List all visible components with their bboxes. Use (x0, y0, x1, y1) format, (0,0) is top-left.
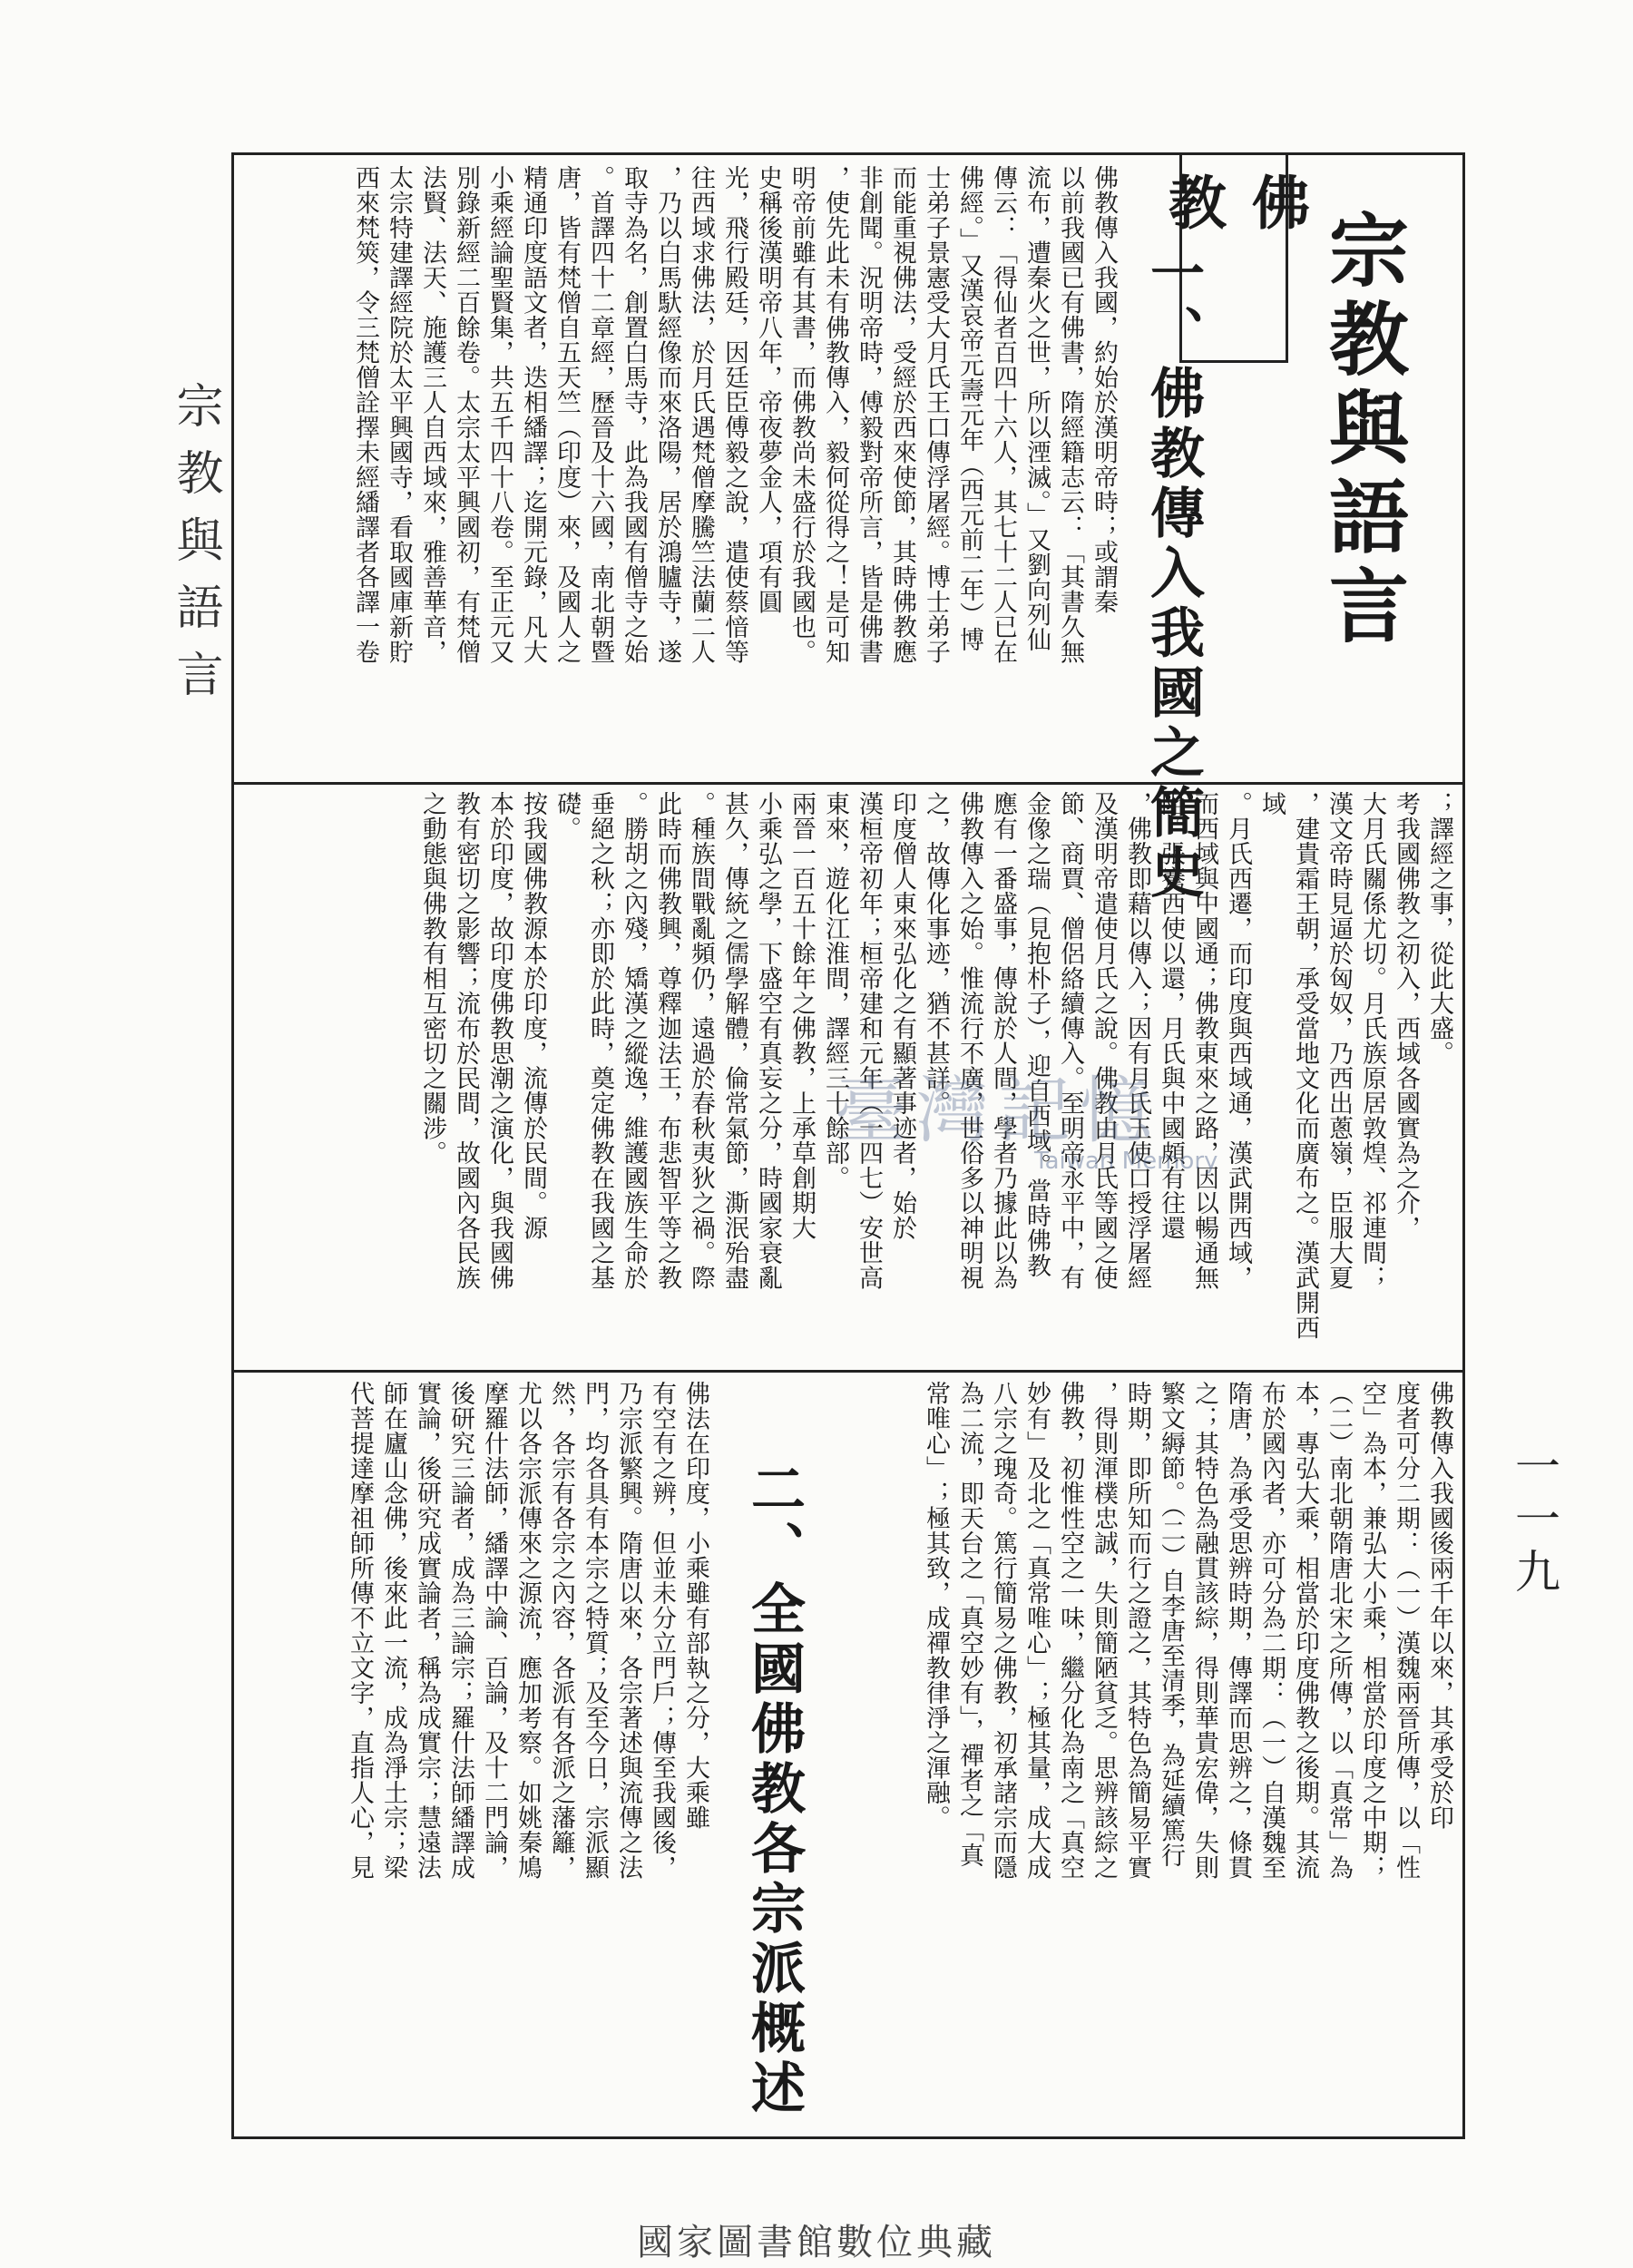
chapter-title: 宗教與語言 (1316, 209, 1411, 653)
text-column: 小乘經論聖賢集，共五千四十八卷。至正元又 (485, 165, 513, 664)
text-column: 傳云：「得仙者百四十六人，其七十二人已在 (989, 165, 1017, 664)
page-number: 一一九 (1508, 1442, 1560, 1600)
footer-text: 國家圖書館數位典藏 (637, 2222, 996, 2263)
text-column: 之，故傳化事迹，猶不甚詳。 (922, 791, 950, 1116)
text-column: 垂絕之秋；亦即於此時，奠定佛教在我國之基 (586, 791, 614, 1290)
text-column: 應有一番盛事，傳說於人間，學者乃據此以為 (989, 791, 1017, 1290)
text-column: 取寺為名，創置白馬寺，此為我國有僧寺之始 (620, 165, 648, 664)
text-column: ，佛教即藉以傳入；因有月氏王使口授浮屠經 (1123, 791, 1151, 1290)
text-column: 乃宗派繁興。隋唐以來，各宗著述與流傳之法 (614, 1381, 642, 1880)
text-column: 為二流，即天台之「真空妙有」，禪者之「真 (955, 1381, 983, 1868)
text-column: 兩晉一百五十餘年之佛教，上承草創期大 (787, 791, 816, 1240)
text-column: 精通印度語文者，迭相繙譯；迄開元錄，凡大 (519, 165, 547, 664)
text-column: 。勝胡之內殘，矯漢之縱逸，維護國族生命於 (620, 791, 648, 1290)
text-column: 之動態與佛教有相互密切之關涉。 (418, 791, 446, 1166)
text-column: 往西域求佛法，於月氏遇梵僧摩騰竺法蘭二人 (687, 165, 715, 664)
top-text-region (240, 165, 1120, 775)
text-column: 。月氏西遷，而印度與西域通，漢武開西域， (1224, 791, 1252, 1290)
text-column: 按我國佛教源本於印度，流傳於民間。源 (519, 791, 547, 1240)
text-column: 佛教，初惟性空之一味，繼分化為南之「真空 (1056, 1381, 1084, 1880)
text-column: 佛經。」又漢哀帝元壽元年（西元前二年）博 (955, 165, 983, 652)
text-column: 實論，後研究成實論者，稱為成實宗；慧遠法 (413, 1381, 441, 1880)
text-column: 門，均各具有本宗之特質；及至今日，宗派顯 (581, 1381, 609, 1880)
text-column: 後研究三論者，成為三論宗；羅什法師繙譯成 (446, 1381, 474, 1880)
text-column: 空」為本，兼弘大小乘，相當於印度之中期； (1358, 1381, 1386, 1880)
text-column: 大月氏關係尤切。月氏族原居敦煌、祁連間； (1358, 791, 1386, 1290)
text-column: 。種族間戰亂頻仍，遠過於春秋夷狄之禍。際 (687, 791, 715, 1290)
text-column: 摩羅什法師，繙譯中論、百論，及十二門論， (480, 1381, 508, 1880)
text-column: 史稱後漢明帝八年，帝夜夢金人，項有圓 (754, 165, 782, 614)
text-column: 尤以各宗派傳來之源流，應加考察。如姚秦鳩 (513, 1381, 542, 1880)
text-column: 節、商賈、僧侶絡續傳入。至明帝永平中，有 (1056, 791, 1084, 1290)
watermark: 臺灣記憶 (835, 1069, 1161, 1153)
text-column: 及漢明帝遣使月氏之說。佛教由月氏等國之使 (1090, 791, 1118, 1290)
watermark-sub: Taiwan Memory (1034, 1148, 1218, 1175)
text-column: 時期，即所知而行之證之，其特色為簡易平實 (1123, 1381, 1151, 1880)
text-column: 唐，皆有梵僧自五天竺（印度）來，及國人之 (552, 165, 581, 664)
bottom-right-text-region (807, 1381, 1456, 2129)
text-column: 別錄新經二百餘卷。太宗太平興國初，有梵僧 (452, 165, 480, 664)
text-column: 布於國內者，亦可分為二期：（一）自漢魏至 (1257, 1381, 1286, 1880)
text-column: 小乘弘之學，下盛空有真妄之分，時國家衰亂 (754, 791, 782, 1290)
text-column: 礎。 (552, 791, 581, 841)
text-column: 然，各宗有各宗之內容，各派有各派之藩籬， (547, 1381, 575, 1880)
text-column: 而西域與中國通；佛教東來之路，因以暢通無 (1190, 791, 1218, 1290)
text-column: 佛教傳入我國，約始於漢明帝時；或謂秦 (1090, 165, 1118, 614)
text-column: 金像之瑞（見抱朴子），迎自西域。當時佛教 (1022, 791, 1051, 1278)
text-column: 非創聞。況明帝時，傅毅對帝所言，皆是佛書 (855, 165, 883, 664)
text-column: ，使先此未有佛教傳入，毅何從得之！是可知 (821, 165, 849, 664)
text-column: 佛法在印度，小乘雖有部執之分，大乘雖 (681, 1381, 709, 1830)
text-column: 法賢、法天、施護三人自西域來，雅善華音， (418, 165, 446, 664)
text-column: 太宗特建譯經院於太平興國寺，看取國庫新貯 (385, 165, 413, 664)
text-column: 教有密切之影響；流布於民間，故國內各民族 (452, 791, 480, 1290)
section-title: 佛教 (1159, 172, 1310, 267)
text-column: 印度僧人東來弘化之有顯著事迹者，始於 (888, 791, 916, 1240)
text-column: 東來，遊化江淮間，譯經三十餘部。 (821, 791, 849, 1190)
text-column: 隋唐，為承受思辨時期，傳譯而思辨之，條貫 (1224, 1381, 1252, 1880)
text-column: 明帝前雖有其書，而佛教尚未盛行於我國也。 (787, 165, 816, 664)
text-column: ，得則渾樸忠誠，失則簡陋貧乏。思辨該綜之 (1090, 1381, 1118, 1880)
running-head: 宗教與語言 (168, 381, 222, 717)
heading-2: 二、全國佛教各宗派概述 (742, 1461, 806, 2119)
text-column: 度者可分二期：（一）漢魏兩晉所傳，以「性 (1392, 1381, 1420, 1880)
text-column: 有空有之辨，但並未分立門戶；傳至我國後， (648, 1381, 676, 1880)
text-column: 考我國佛教之初入，西域各國實為之介， (1392, 791, 1420, 1240)
text-column: 繁文縟節。（二）自李唐至清季，為延續篤行 (1157, 1381, 1185, 1868)
text-column: 佛教傳入之始。惟流行不廣，世俗多以神明視 (955, 791, 983, 1290)
text-column: 光，飛行殿廷，因廷臣傅毅之說，遣使蔡愔等 (720, 165, 748, 664)
heading-1: 一、佛教傳入我國之簡史 (1141, 245, 1205, 904)
text-column: 阻。張騫西使以還，月氏與中國頗有往還 (1157, 791, 1185, 1240)
text-column: 。首譯四十二章經，歷晉及十六國，南北朝暨 (586, 165, 614, 664)
text-column: 此時而佛教興，尊釋迦法王，布悲智平等之教 (653, 791, 681, 1290)
text-column: 西來梵筴，令三梵僧詮擇未經繙譯者各譯一卷 (351, 165, 379, 664)
text-column: 本於印度，故印度佛教思潮之演化，與我國佛 (485, 791, 513, 1290)
text-column: 佛教傳入我國後兩千年以來，其承受於印 (1425, 1381, 1453, 1830)
text-column: 八宗之瑰奇。篤行簡易之佛教，初承諸宗而隱 (989, 1381, 1017, 1880)
section-divider-bottom (231, 1370, 1465, 1373)
text-column: 妙有」及北之「真常唯心」；極其量，成大成 (1022, 1381, 1051, 1880)
text-column: ，乃以白馬馱經像而來洛陽，居於鴻臚寺，遂 (653, 165, 681, 664)
text-column: ；譯經之事，從此大盛。 (1425, 791, 1453, 1066)
text-column: 以前我國已有佛書，隋經籍志云：「其書久無 (1056, 165, 1084, 664)
text-column: 漢文帝時見逼於匈奴，乃西出蔥嶺，臣服大夏 (1325, 791, 1353, 1290)
text-column: 漢桓帝初年；桓帝建和元年（一四七）安世高 (855, 791, 883, 1290)
text-column: 流布，遭秦火之世，所以湮滅。」又劉向列仙 (1022, 165, 1051, 652)
text-column: ，建貴霜王朝，承受當地文化而廣布之。漢武開西域 (1257, 791, 1319, 1340)
text-column: 代菩提達摩祖師所傳不立文字，直指人心，見 (346, 1381, 374, 1880)
text-column: 師在廬山念佛，後來此一流，成為淨土宗；梁 (379, 1381, 407, 1880)
text-column: 常唯心」；極其致，成禪教律淨之渾融。 (922, 1381, 950, 1830)
section-divider-top (231, 782, 1465, 785)
text-column: 本，專弘大乘，相當於印度佛教之後期。其流 (1291, 1381, 1319, 1880)
bottom-left-text-region (240, 1381, 712, 2129)
text-column: 士弟子景憲受大月氏王口傳浮屠經。博士弟子 (922, 165, 950, 664)
text-column: （二）南北朝隋唐北宋之所傳，以「真常」為 (1325, 1381, 1353, 1880)
text-column: 甚久，傳統之儒學解體，倫常氣節，澌泯殆盡 (720, 791, 748, 1290)
text-column: 之；其特色為融貫該綜，得則華貴宏偉，失則 (1190, 1381, 1218, 1880)
text-column: 而能重視佛法，受經於西來使節，其時佛教應 (888, 165, 916, 664)
